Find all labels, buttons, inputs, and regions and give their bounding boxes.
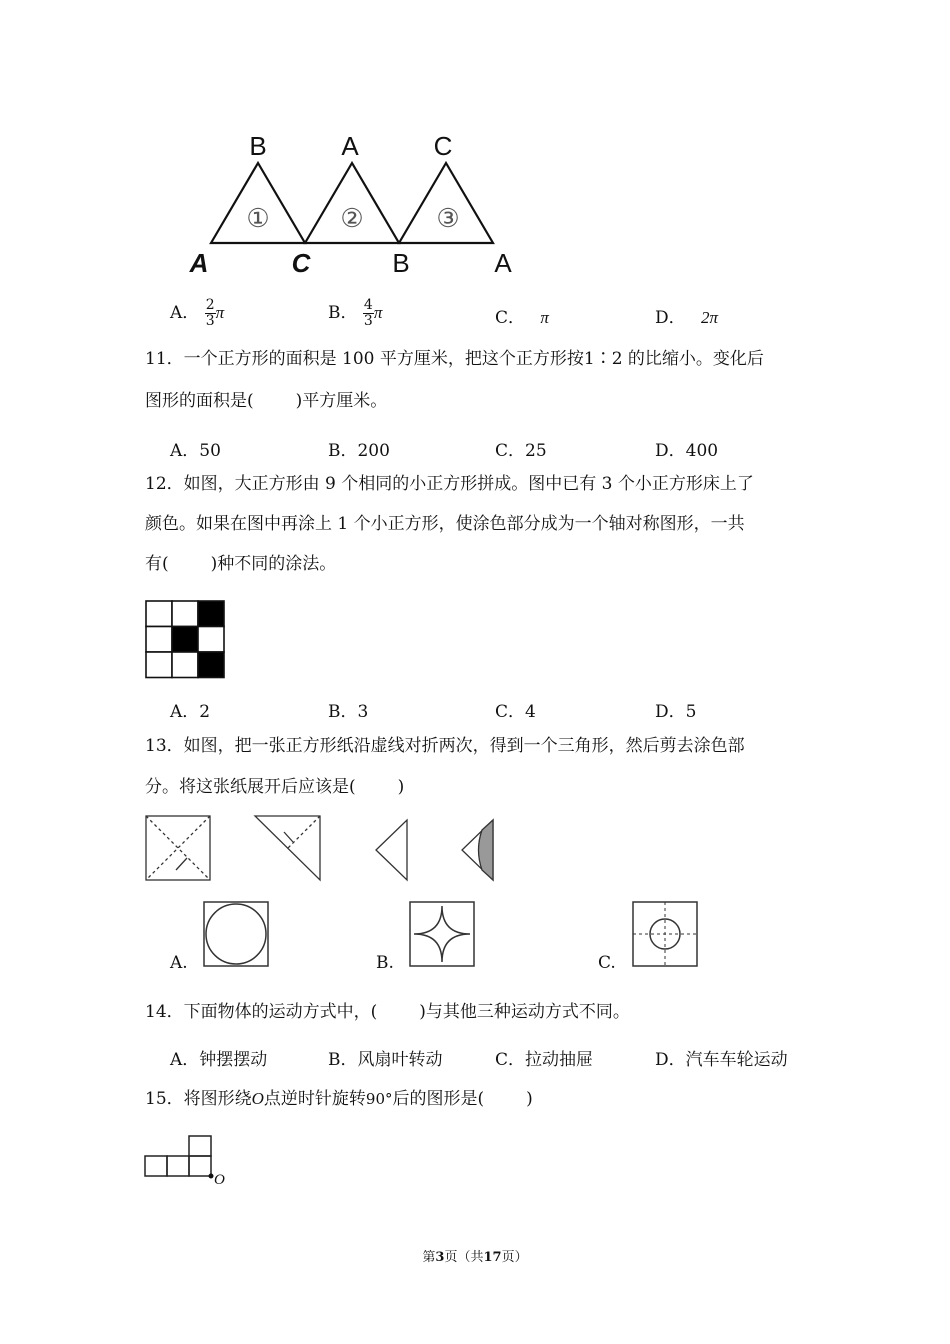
- denominator: 3: [205, 313, 215, 329]
- q14-option-d[interactable]: D．汽车车轮运动: [655, 1050, 788, 1070]
- unit-square: [145, 1156, 167, 1176]
- grid-cell-filled: [172, 627, 198, 653]
- q11-line-1: 11．一个正方形的面积是 100 平方厘米，把这个正方形按1∶2 的比缩小。变化后: [145, 349, 764, 369]
- q12-text: )种不同的涂法。: [210, 554, 337, 574]
- fraction: [205, 298, 216, 329]
- q12-option-c[interactable]: C．4: [495, 702, 536, 722]
- q13-option-a-figure[interactable]: [202, 900, 270, 968]
- q11-option-b[interactable]: B．200: [328, 441, 390, 461]
- option-letter: B．: [328, 303, 358, 323]
- grid-cell-empty: [172, 601, 198, 627]
- q15-text: ): [526, 1089, 533, 1109]
- q10-option-b[interactable]: [328, 298, 382, 329]
- page-number: 3: [435, 1250, 445, 1265]
- triangle-number-1: ①: [246, 203, 270, 233]
- pi-symbol: π: [540, 308, 549, 327]
- folding-steps-figure: [143, 812, 503, 884]
- cut-shaded-region: [479, 820, 494, 880]
- numerator: 4: [363, 297, 373, 313]
- q12-option-d[interactable]: D．5: [655, 702, 697, 722]
- grid-cell-empty: [146, 627, 172, 653]
- q13-line-1: 13．如图，把一张正方形纸沿虚线对折两次，得到一个三角形，然后剪去涂色部: [145, 736, 745, 756]
- footer-text: 第: [422, 1250, 436, 1265]
- q11-line-2: [145, 390, 387, 412]
- grid-cell-filled: [198, 601, 224, 627]
- q12-option-a[interactable]: A．2: [170, 702, 211, 722]
- q13-option-a[interactable]: A.: [170, 953, 188, 973]
- fold-arrow-icon: [176, 858, 187, 870]
- q10-option-c[interactable]: [495, 303, 549, 328]
- grid-cell-filled: [198, 652, 224, 678]
- grid-cell-empty: [198, 627, 224, 653]
- vertex-label-bottom-2: C: [291, 248, 311, 278]
- q15-text: 15．将图形绕: [145, 1089, 252, 1109]
- point-o-label: O: [251, 1089, 264, 1108]
- unit-square: [189, 1136, 211, 1156]
- fraction: [363, 298, 374, 329]
- footer-text: 页）: [501, 1250, 528, 1265]
- triangle-number-2: ②: [340, 203, 364, 233]
- q13-option-b-figure[interactable]: [408, 900, 476, 968]
- q12-line-1: 12．如图，大正方形由 9 个相同的小正方形拼成。图中已有 3 个小正方形床上了: [145, 474, 754, 494]
- q13-option-b[interactable]: B.: [376, 953, 394, 973]
- q10-option-d[interactable]: [655, 303, 718, 328]
- pi-symbol: π: [215, 303, 225, 322]
- footer-text: 页（共: [444, 1250, 484, 1265]
- fold-arrow-icon: [284, 832, 293, 842]
- angle-value: 90°: [365, 1090, 393, 1108]
- q14-option-b[interactable]: B．风扇叶转动: [328, 1050, 443, 1070]
- option-letter: D．: [655, 308, 686, 328]
- q11-option-c[interactable]: C．25: [495, 441, 547, 461]
- option-letter: C．: [495, 308, 526, 328]
- q12-option-b[interactable]: B．3: [328, 702, 369, 722]
- q15-line-1: [145, 1088, 533, 1110]
- pi-symbol: π: [373, 303, 383, 322]
- q12-text: 有(: [145, 554, 169, 574]
- denominator: 3: [363, 313, 373, 329]
- rotation-figure: [143, 1133, 233, 1189]
- vertex-label-bottom-3: B: [392, 248, 410, 278]
- q13-line-2: [145, 776, 404, 798]
- q14-text: 14．下面物体的运动方式中，(: [145, 1002, 378, 1022]
- grid-cell-empty: [146, 652, 172, 678]
- q11-text: 图形的面积是(: [145, 391, 254, 411]
- q15-text: 点逆时针旋转: [263, 1089, 366, 1109]
- q13-option-c-figure[interactable]: [631, 900, 699, 968]
- page-footer: [0, 1246, 950, 1265]
- vertex-label-bottom-1: A: [189, 248, 209, 278]
- q13-text: ): [397, 777, 405, 797]
- q13-option-c[interactable]: C.: [598, 953, 616, 973]
- grid-cell-empty: [146, 601, 172, 627]
- triangle-number-3: ③: [436, 203, 460, 233]
- q14-option-c[interactable]: C．拉动抽屉: [495, 1050, 594, 1070]
- option-letter: A．: [170, 303, 200, 323]
- vertex-label-top-1: B: [249, 131, 267, 161]
- unit-square: [189, 1156, 211, 1176]
- total-pages: 17: [483, 1250, 502, 1265]
- q12-line-2: 颜色。如果在图中再涂上 1 个小正方形，使涂色部分成为一个轴对称图形，一共: [145, 514, 745, 534]
- unit-square: [167, 1156, 189, 1176]
- rotation-point-label: O: [214, 1172, 225, 1188]
- vertex-label-top-3: C: [433, 131, 453, 161]
- q15-text: 后的图形是(: [392, 1089, 485, 1109]
- triangles-figure: [185, 128, 525, 280]
- q11-text: )平方厘米。: [295, 391, 388, 411]
- rotation-point: [209, 1174, 214, 1179]
- numerator: 2: [205, 297, 215, 313]
- vertex-label-top-2: A: [341, 131, 359, 161]
- option-text: 2π: [701, 308, 719, 327]
- q12-line-3: [145, 553, 336, 575]
- vertex-label-bottom-4: A: [494, 248, 512, 278]
- fold-step-3-triangle: [376, 820, 407, 880]
- nine-square-grid: [144, 599, 226, 679]
- q11-option-a[interactable]: A．50: [170, 441, 221, 461]
- q13-text: 分。将这张纸展开后应该是(: [145, 777, 356, 797]
- q11-option-d[interactable]: D．400: [655, 441, 719, 461]
- q10-option-a[interactable]: [170, 298, 224, 329]
- q14-text: )与其他三种运动方式不同。: [419, 1002, 630, 1022]
- q14-option-a[interactable]: A．钟摆摆动: [170, 1050, 268, 1070]
- grid-cell-empty: [172, 652, 198, 678]
- q14-line-1: [145, 1001, 630, 1023]
